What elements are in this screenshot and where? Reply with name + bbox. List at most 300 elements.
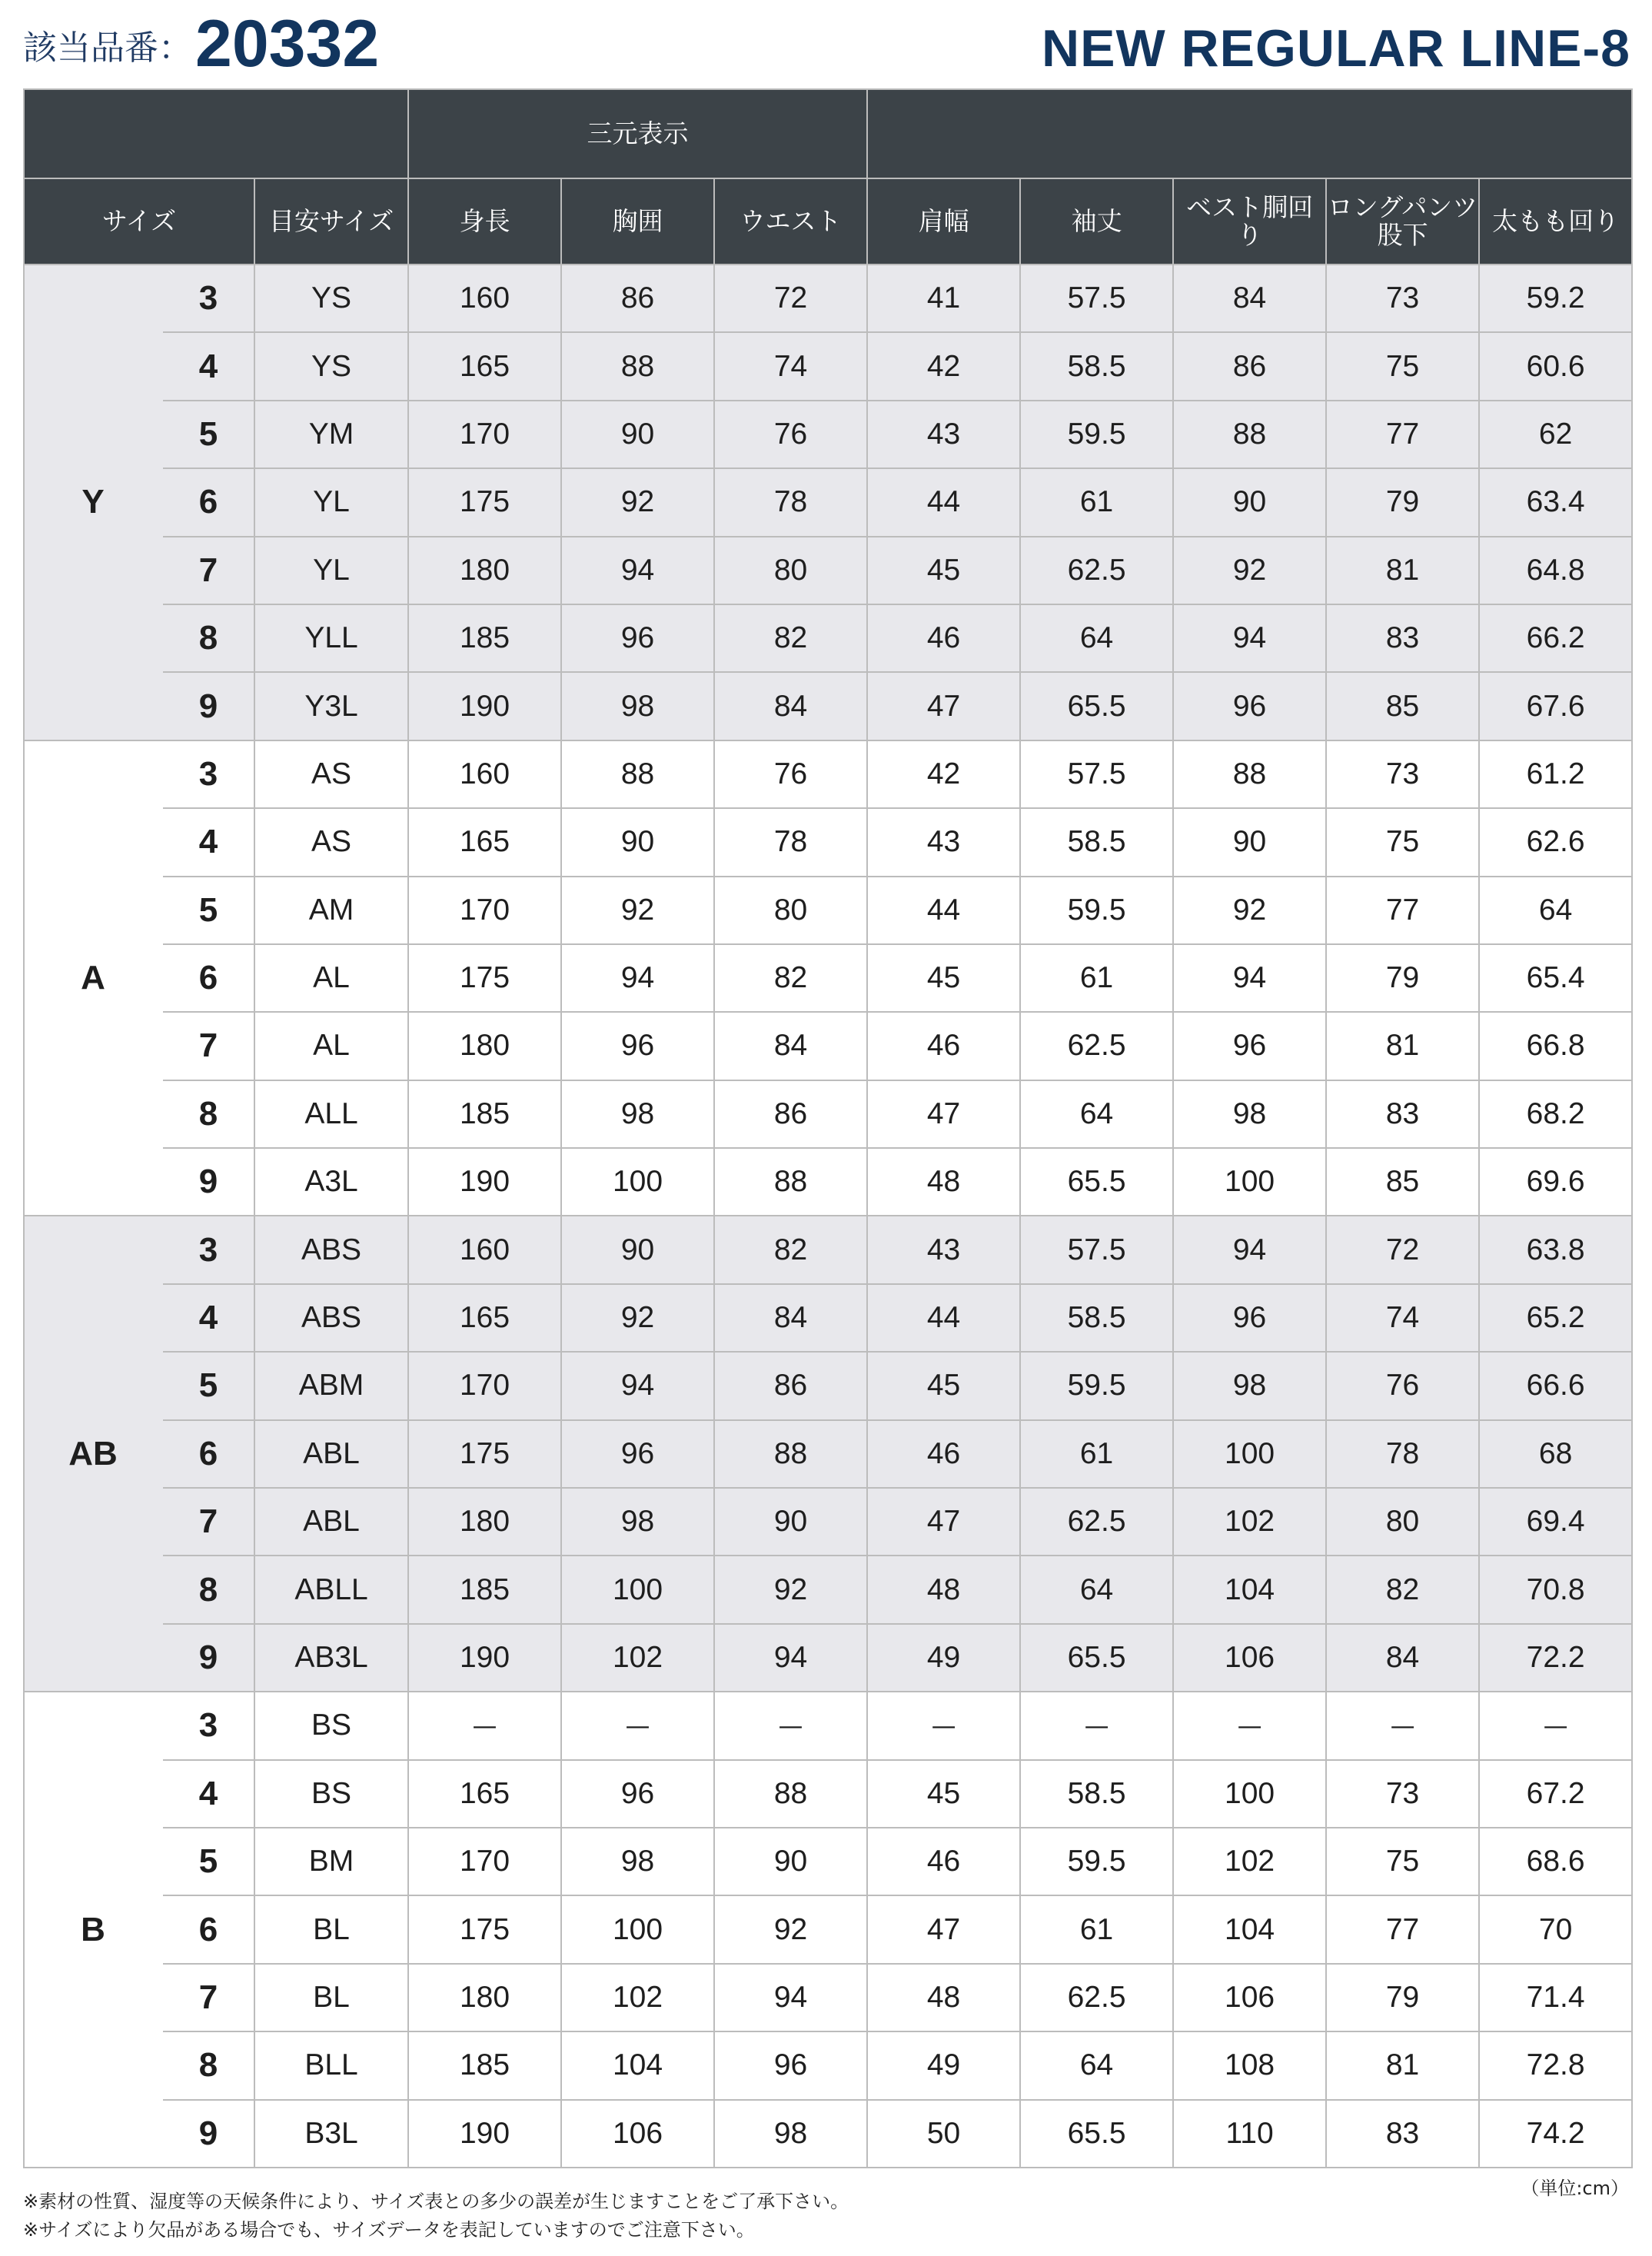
unit-note: （単位:cm）: [1521, 2178, 1629, 2199]
table-cell: —: [1326, 1692, 1479, 1759]
table-row: [24, 1692, 1632, 1759]
table-cell: AL: [254, 944, 408, 1012]
column-header: 胸囲: [561, 178, 714, 265]
table-cell: 83: [1326, 2100, 1479, 2168]
table-cell: 49: [867, 2031, 1020, 2099]
table-cell: 65.5: [1020, 2100, 1173, 2168]
table-cell: 47: [867, 672, 1020, 740]
table-cell: 185: [408, 2031, 561, 2099]
size-number: 4: [162, 1760, 254, 1828]
table-cell: 96: [714, 2031, 867, 2099]
table-cell: 59.5: [1020, 1828, 1173, 1895]
table-cell: 160: [408, 265, 561, 332]
column-header: 袖丈: [1020, 178, 1173, 265]
column-header: サイズ: [24, 178, 254, 265]
table-cell: 98: [561, 1080, 714, 1148]
table-cell: 98: [561, 1488, 714, 1556]
group-header-3d: 三元表示: [408, 89, 867, 178]
table-cell: 90: [714, 1488, 867, 1556]
table-cell: ALL: [254, 1080, 408, 1148]
column-header: ウエスト: [714, 178, 867, 265]
table-cell: 44: [867, 468, 1020, 536]
table-cell: 59.5: [1020, 401, 1173, 468]
size-number: 7: [162, 537, 254, 604]
table-cell: 180: [408, 1964, 561, 2031]
table-cell: 84: [714, 672, 867, 740]
size-number: 7: [162, 1488, 254, 1556]
table-cell: 65.2: [1479, 1284, 1632, 1352]
table-cell: 62.5: [1020, 1012, 1173, 1080]
table-cell: 81: [1326, 1012, 1479, 1080]
footnote: ※素材の性質、湿度等の天候条件により、サイズ表との多少の誤差が生じますことをご了承下さい。: [23, 2191, 849, 2212]
size-number: 9: [162, 1624, 254, 1692]
table-cell: 76: [1326, 1352, 1479, 1419]
table-row: [24, 468, 1632, 536]
table-cell: 90: [1173, 468, 1326, 536]
table-cell: 48: [867, 1556, 1020, 1623]
table-cell: 180: [408, 1488, 561, 1556]
table-cell: 100: [1173, 1148, 1326, 1216]
table-cell: 80: [714, 537, 867, 604]
table-cell: 65.4: [1479, 944, 1632, 1012]
table-cell: 64: [1020, 604, 1173, 672]
table-row: [24, 877, 1632, 944]
table-cell: 60.6: [1479, 332, 1632, 400]
table-cell: AS: [254, 740, 408, 808]
table-cell: 170: [408, 1352, 561, 1419]
table-row: [24, 1488, 1632, 1556]
table-cell: 190: [408, 1624, 561, 1692]
table-cell: 77: [1326, 401, 1479, 468]
table-cell: 98: [714, 2100, 867, 2168]
table-cell: 98: [561, 1828, 714, 1895]
table-cell: 58.5: [1020, 1284, 1173, 1352]
table-cell: 64: [1020, 1556, 1173, 1623]
table-cell: 65.5: [1020, 672, 1173, 740]
table-cell: 65.5: [1020, 1624, 1173, 1692]
table-cell: 100: [561, 1148, 714, 1216]
table-cell: 68.6: [1479, 1828, 1632, 1895]
table-row: [24, 2031, 1632, 2099]
table-cell: 57.5: [1020, 265, 1173, 332]
table-cell: 110: [1173, 2100, 1326, 2168]
table-cell: 78: [714, 468, 867, 536]
table-cell: 59.5: [1020, 1352, 1173, 1419]
size-number: 6: [162, 944, 254, 1012]
table-cell: YM: [254, 401, 408, 468]
table-cell: 74: [1326, 1284, 1479, 1352]
table-cell: BM: [254, 1828, 408, 1895]
size-number: 9: [162, 1148, 254, 1216]
table-cell: YS: [254, 265, 408, 332]
table-cell: 80: [714, 877, 867, 944]
table-cell: 74: [714, 332, 867, 400]
size-number: 6: [162, 1895, 254, 1963]
size-number: 8: [162, 2031, 254, 2099]
table-cell: 79: [1326, 468, 1479, 536]
table-cell: 78: [714, 808, 867, 876]
size-number: 5: [162, 877, 254, 944]
table-cell: 83: [1326, 1080, 1479, 1148]
table-cell: 62.5: [1020, 537, 1173, 604]
product-number-block: [23, 0, 379, 80]
size-number: 7: [162, 1964, 254, 2031]
table-cell: 185: [408, 604, 561, 672]
size-number: 3: [162, 740, 254, 808]
table-cell: 57.5: [1020, 740, 1173, 808]
line-name: NEW REGULAR LINE-8: [1042, 19, 1630, 78]
column-header: ロングパンツ 股下: [1326, 178, 1479, 265]
table-cell: 61: [1020, 1895, 1173, 1963]
table-cell: BLL: [254, 2031, 408, 2099]
table-cell: 64: [1479, 877, 1632, 944]
table-cell: 92: [714, 1556, 867, 1623]
table-cell: 175: [408, 944, 561, 1012]
size-number: 9: [162, 672, 254, 740]
table-cell: 63.4: [1479, 468, 1632, 536]
table-cell: BS: [254, 1692, 408, 1759]
table-row: [24, 808, 1632, 876]
table-cell: 81: [1326, 537, 1479, 604]
table-cell: 46: [867, 1420, 1020, 1488]
table-cell: 82: [1326, 1556, 1479, 1623]
table-cell: 160: [408, 740, 561, 808]
table-cell: ABLL: [254, 1556, 408, 1623]
table-row: [24, 1624, 1632, 1692]
table-cell: 72: [714, 265, 867, 332]
table-cell: ABS: [254, 1216, 408, 1283]
size-number: 8: [162, 604, 254, 672]
table-cell: 64: [1020, 1080, 1173, 1148]
table-cell: 106: [561, 2100, 714, 2168]
table-cell: 65.5: [1020, 1148, 1173, 1216]
table-cell: 88: [714, 1420, 867, 1488]
table-cell: 98: [1173, 1352, 1326, 1419]
table-row: [24, 1964, 1632, 2031]
table-row: [24, 1216, 1632, 1283]
table-cell: 67.2: [1479, 1760, 1632, 1828]
size-number: 5: [162, 401, 254, 468]
table-cell: 76: [714, 401, 867, 468]
table-cell: 77: [1326, 1895, 1479, 1963]
table-cell: —: [1173, 1692, 1326, 1759]
table-cell: 61.2: [1479, 740, 1632, 808]
size-number: 5: [162, 1352, 254, 1419]
table-cell: 190: [408, 2100, 561, 2168]
table-cell: 46: [867, 604, 1020, 672]
table-cell: 47: [867, 1080, 1020, 1148]
table-body: [24, 265, 1632, 2168]
table-row: [24, 1284, 1632, 1352]
table-cell: 46: [867, 1828, 1020, 1895]
table-cell: 41: [867, 265, 1020, 332]
table-cell: 108: [1173, 2031, 1326, 2099]
table-cell: 44: [867, 877, 1020, 944]
table-cell: 48: [867, 1964, 1020, 2031]
table-cell: 45: [867, 537, 1020, 604]
table-cell: AS: [254, 808, 408, 876]
table-row: [24, 1760, 1632, 1828]
column-header: ベスト胴回り: [1173, 178, 1326, 265]
table-cell: 73: [1326, 1760, 1479, 1828]
header-blank-left: [24, 89, 408, 178]
table-cell: 69.4: [1479, 1488, 1632, 1556]
table-cell: YL: [254, 468, 408, 536]
table-cell: 86: [1173, 332, 1326, 400]
table-cell: 94: [1173, 604, 1326, 672]
table-cell: 72.8: [1479, 2031, 1632, 2099]
table-cell: 79: [1326, 944, 1479, 1012]
table-cell: 185: [408, 1080, 561, 1148]
table-cell: —: [1479, 1692, 1632, 1759]
table-row: [24, 537, 1632, 604]
table-cell: 82: [714, 604, 867, 672]
table-cell: 72: [1326, 1216, 1479, 1283]
table-cell: 102: [561, 1964, 714, 2031]
table-cell: 88: [714, 1148, 867, 1216]
table-cell: 64: [1020, 2031, 1173, 2099]
table-cell: 74.2: [1479, 2100, 1632, 2168]
table-cell: 81: [1326, 2031, 1479, 2099]
table-cell: ABM: [254, 1352, 408, 1419]
table-cell: 102: [1173, 1488, 1326, 1556]
table-cell: 62: [1479, 401, 1632, 468]
table-cell: —: [1020, 1692, 1173, 1759]
table-cell: 48: [867, 1148, 1020, 1216]
table-cell: 75: [1326, 1828, 1479, 1895]
table-row: [24, 2100, 1632, 2168]
table-cell: 96: [561, 1012, 714, 1080]
table-cell: 42: [867, 332, 1020, 400]
table-cell: 86: [714, 1352, 867, 1419]
table-cell: Y3L: [254, 672, 408, 740]
column-header-row: [24, 178, 1632, 265]
table-cell: 102: [561, 1624, 714, 1692]
table-cell: 84: [714, 1284, 867, 1352]
table-cell: 90: [714, 1828, 867, 1895]
table-cell: 102: [1173, 1828, 1326, 1895]
table-row: [24, 401, 1632, 468]
table-cell: 92: [1173, 537, 1326, 604]
table-cell: ABL: [254, 1488, 408, 1556]
table-cell: 165: [408, 1284, 561, 1352]
table-cell: 64.8: [1479, 537, 1632, 604]
table-cell: BS: [254, 1760, 408, 1828]
table-cell: A3L: [254, 1148, 408, 1216]
table-cell: 100: [561, 1895, 714, 1963]
table-cell: ABS: [254, 1284, 408, 1352]
column-header: 肩幅: [867, 178, 1020, 265]
table-row: [24, 1352, 1632, 1419]
size-number: 7: [162, 1012, 254, 1080]
table-cell: YS: [254, 332, 408, 400]
table-cell: 88: [714, 1760, 867, 1828]
table-cell: 88: [1173, 401, 1326, 468]
table-cell: 77: [1326, 877, 1479, 944]
size-number: 4: [162, 808, 254, 876]
table-cell: 175: [408, 1895, 561, 1963]
table-cell: 43: [867, 401, 1020, 468]
table-cell: 76: [714, 740, 867, 808]
table-cell: 92: [1173, 877, 1326, 944]
table-cell: 45: [867, 1760, 1020, 1828]
table-cell: 59.5: [1020, 877, 1173, 944]
table-cell: 69.6: [1479, 1148, 1632, 1216]
size-group: AB: [24, 1216, 162, 1692]
table-cell: 190: [408, 1148, 561, 1216]
table-cell: BL: [254, 1964, 408, 2031]
size-number: 3: [162, 1692, 254, 1759]
table-cell: 75: [1326, 808, 1479, 876]
table-cell: 73: [1326, 740, 1479, 808]
table-cell: 94: [714, 1964, 867, 2031]
table-cell: 78: [1326, 1420, 1479, 1488]
table-row: [24, 672, 1632, 740]
table-cell: 82: [714, 1216, 867, 1283]
table-cell: YL: [254, 537, 408, 604]
size-number: 5: [162, 1828, 254, 1895]
table-row: [24, 944, 1632, 1012]
table-cell: 92: [561, 877, 714, 944]
size-number: 8: [162, 1080, 254, 1148]
table-cell: 62.6: [1479, 808, 1632, 876]
table-cell: 88: [561, 740, 714, 808]
table-cell: 94: [1173, 1216, 1326, 1283]
table-cell: 58.5: [1020, 332, 1173, 400]
table-cell: 104: [561, 2031, 714, 2099]
table-cell: 185: [408, 1556, 561, 1623]
table-cell: 82: [714, 944, 867, 1012]
column-header: 目安サイズ: [254, 178, 408, 265]
table-cell: 165: [408, 332, 561, 400]
table-cell: 67.6: [1479, 672, 1632, 740]
size-group: Y: [24, 265, 162, 740]
size-group: B: [24, 1692, 162, 2168]
table-cell: 59.2: [1479, 265, 1632, 332]
table-cell: 66.2: [1479, 604, 1632, 672]
size-number: 9: [162, 2100, 254, 2168]
table-row: [24, 1828, 1632, 1895]
table-cell: 94: [561, 1352, 714, 1419]
table-cell: 57.5: [1020, 1216, 1173, 1283]
table-cell: 79: [1326, 1964, 1479, 2031]
table-cell: 88: [1173, 740, 1326, 808]
table-cell: 84: [1326, 1624, 1479, 1692]
table-cell: 160: [408, 1216, 561, 1283]
table-row: [24, 265, 1632, 332]
table-cell: 83: [1326, 604, 1479, 672]
table-cell: 180: [408, 1012, 561, 1080]
table-row: [24, 604, 1632, 672]
table-cell: 165: [408, 1760, 561, 1828]
product-number-label: 該当品番：: [23, 28, 192, 68]
table-cell: YLL: [254, 604, 408, 672]
table-cell: 70: [1479, 1895, 1632, 1963]
table-cell: —: [408, 1692, 561, 1759]
table-cell: AL: [254, 1012, 408, 1080]
table-cell: 98: [1173, 1080, 1326, 1148]
table-cell: 88: [561, 332, 714, 400]
table-cell: 44: [867, 1284, 1020, 1352]
table-cell: 47: [867, 1488, 1020, 1556]
table-cell: 96: [1173, 1284, 1326, 1352]
table-cell: 72.2: [1479, 1624, 1632, 1692]
table-cell: 47: [867, 1895, 1020, 1963]
table-cell: 46: [867, 1012, 1020, 1080]
table-cell: 175: [408, 468, 561, 536]
table-cell: 92: [561, 1284, 714, 1352]
product-number: 20332: [195, 7, 380, 81]
table-row: [24, 1012, 1632, 1080]
table-cell: 68.2: [1479, 1080, 1632, 1148]
size-number: 4: [162, 1284, 254, 1352]
column-header: 太もも回り: [1479, 178, 1632, 265]
table-cell: —: [561, 1692, 714, 1759]
table-cell: —: [714, 1692, 867, 1759]
table-cell: 96: [561, 604, 714, 672]
table-cell: 170: [408, 877, 561, 944]
table-cell: 94: [561, 537, 714, 604]
table-cell: 180: [408, 537, 561, 604]
table-cell: AB3L: [254, 1624, 408, 1692]
table-cell: 90: [561, 808, 714, 876]
table-cell: 90: [561, 401, 714, 468]
table-cell: 170: [408, 401, 561, 468]
table-cell: 73: [1326, 265, 1479, 332]
table-cell: 43: [867, 1216, 1020, 1283]
table-cell: 58.5: [1020, 1760, 1173, 1828]
size-group: A: [24, 740, 162, 1216]
table-cell: 104: [1173, 1895, 1326, 1963]
table-cell: 100: [561, 1556, 714, 1623]
table-cell: AM: [254, 877, 408, 944]
header-blank-right: [867, 89, 1632, 178]
table-cell: 94: [561, 944, 714, 1012]
table-cell: 63.8: [1479, 1216, 1632, 1283]
footnote: ※サイズにより欠品がある場合でも、サイズデータを表記していますのでご注意下さい。: [23, 2219, 755, 2241]
size-number: 4: [162, 332, 254, 400]
table-cell: ABL: [254, 1420, 408, 1488]
table-cell: 66.6: [1479, 1352, 1632, 1419]
table-cell: 66.8: [1479, 1012, 1632, 1080]
size-number: 8: [162, 1556, 254, 1623]
table-cell: 106: [1173, 1964, 1326, 2031]
table-cell: 90: [1173, 808, 1326, 876]
table-row: [24, 1420, 1632, 1488]
size-number: 3: [162, 265, 254, 332]
column-header: 身長: [408, 178, 561, 265]
table-cell: 96: [1173, 1012, 1326, 1080]
table-cell: 175: [408, 1420, 561, 1488]
table-cell: 106: [1173, 1624, 1326, 1692]
table-cell: 94: [714, 1624, 867, 1692]
table-cell: 85: [1326, 672, 1479, 740]
table-cell: 45: [867, 944, 1020, 1012]
table-cell: 92: [561, 468, 714, 536]
table-cell: 62.5: [1020, 1964, 1173, 2031]
table-cell: 94: [1173, 944, 1326, 1012]
table-cell: 98: [561, 672, 714, 740]
footnotes: [23, 2188, 849, 2244]
table-cell: 61: [1020, 468, 1173, 536]
table-cell: 85: [1326, 1148, 1479, 1216]
table-cell: BL: [254, 1895, 408, 1963]
table-cell: 96: [1173, 672, 1326, 740]
table-cell: 61: [1020, 944, 1173, 1012]
table-cell: 61: [1020, 1420, 1173, 1488]
table-row: [24, 740, 1632, 808]
table-cell: 90: [561, 1216, 714, 1283]
